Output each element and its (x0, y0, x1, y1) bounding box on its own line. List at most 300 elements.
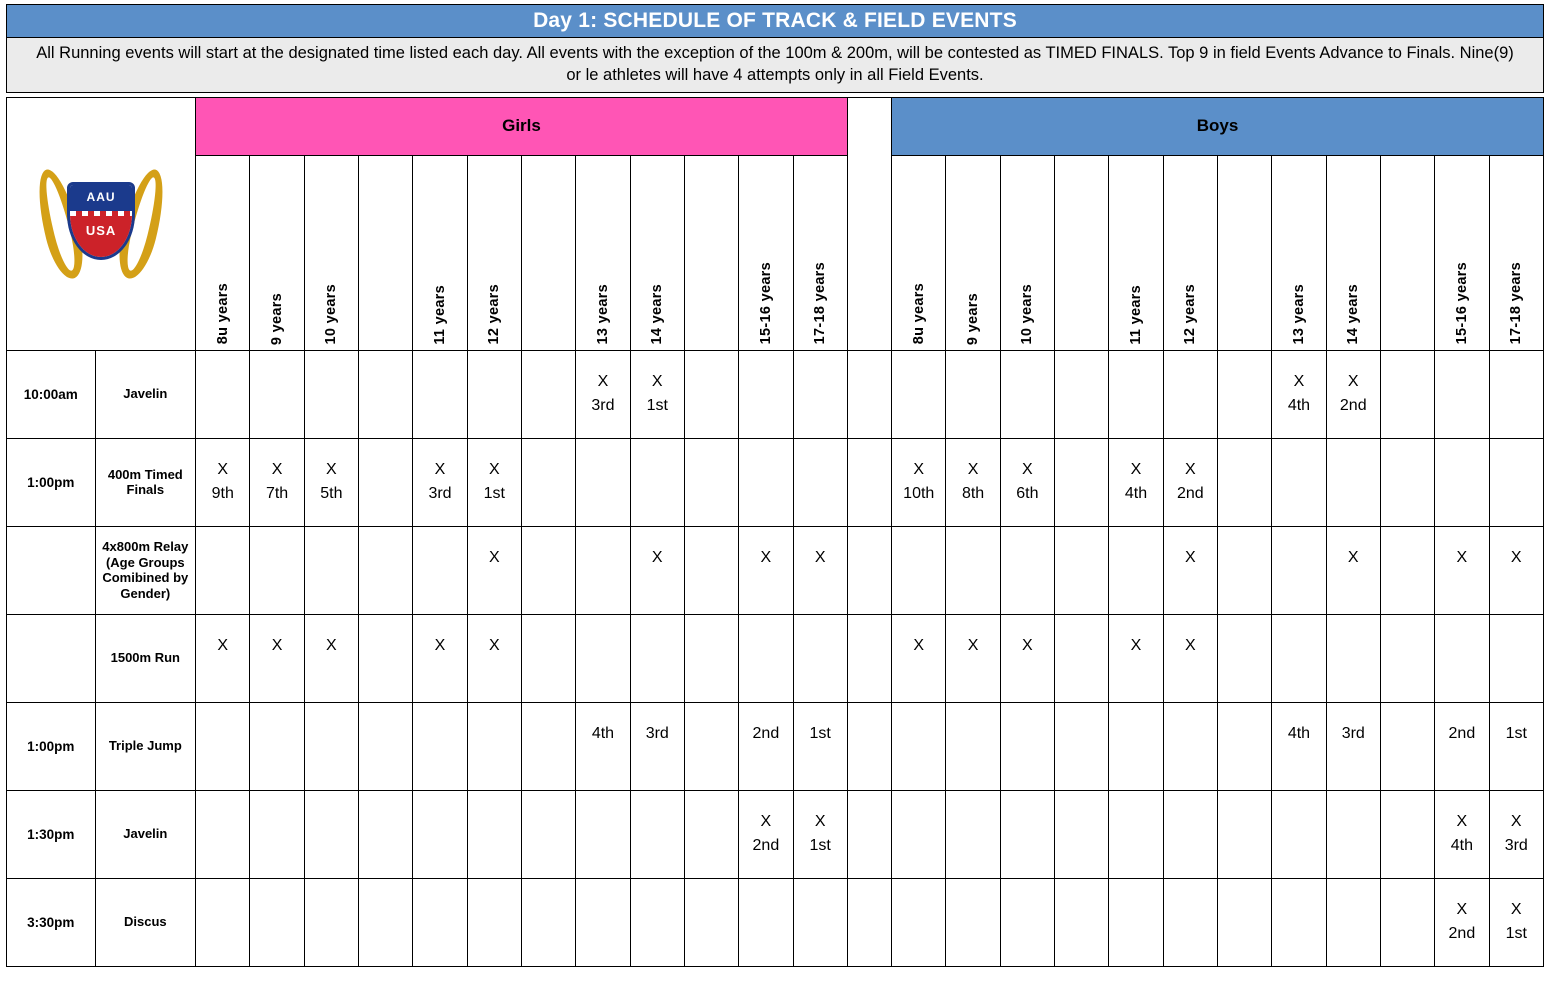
result-cell (1326, 350, 1380, 438)
result-cell (1055, 702, 1109, 790)
result-cell (521, 614, 575, 702)
table-row (7, 702, 1544, 790)
mark-primary (1272, 634, 1325, 658)
mark-secondary (892, 658, 945, 682)
result-cell (892, 350, 946, 438)
result-cell (946, 614, 1000, 702)
mark-secondary (305, 922, 358, 946)
mark-secondary (1055, 482, 1108, 506)
mark-secondary: 4th (1287, 397, 1311, 415)
result-cell (1000, 526, 1054, 614)
mark-secondary: 3rd (1504, 837, 1528, 855)
result-cell (576, 526, 630, 614)
event-time: 10:00am (7, 350, 96, 438)
result-cell (946, 526, 1000, 614)
mark-primary (305, 898, 358, 922)
mark-primary (946, 370, 999, 394)
mark-primary (250, 722, 303, 746)
mark-secondary (196, 658, 249, 682)
mark-secondary: 2nd (752, 837, 780, 855)
mark-secondary: 5th (320, 485, 343, 503)
mark-secondary (1055, 922, 1108, 946)
result-cell (684, 878, 738, 966)
age-label: 12 years (1182, 284, 1199, 345)
age-label: 14 years (1345, 284, 1362, 345)
age-column-header-boys-1 (946, 155, 1000, 350)
mark-secondary (413, 834, 466, 858)
mark-secondary (1109, 834, 1162, 858)
result-cell (1163, 702, 1217, 790)
mark-secondary (1381, 394, 1434, 418)
event-time: 3:30pm (7, 878, 96, 966)
mark-primary (522, 634, 575, 658)
mark-primary (1435, 458, 1488, 482)
result-cell (739, 790, 793, 878)
mark-secondary (631, 482, 684, 506)
mark-secondary (1001, 658, 1054, 682)
mark-secondary (196, 922, 249, 946)
mark-secondary (794, 658, 847, 682)
result-cell (359, 790, 413, 878)
result-cell (1000, 878, 1054, 966)
result-cell (467, 350, 521, 438)
mark-secondary (468, 570, 521, 594)
event-time: 1:30pm (7, 790, 96, 878)
mark-primary (739, 370, 792, 394)
mark-primary (576, 458, 629, 482)
result-cell (250, 526, 304, 614)
mark-secondary (631, 570, 684, 594)
age-label: 15-16 years (757, 262, 774, 345)
result-cell (1217, 702, 1271, 790)
result-cell (359, 526, 413, 614)
mark-primary (522, 898, 575, 922)
mark-primary: X (1184, 461, 1196, 479)
result-cell (739, 702, 793, 790)
mark-primary: X (1130, 461, 1142, 479)
result-cell (413, 790, 467, 878)
table-body (7, 350, 1544, 966)
mark-primary (1109, 546, 1162, 570)
mark-secondary (892, 922, 945, 946)
mark-primary: X (488, 549, 500, 567)
mark-primary: X (967, 461, 979, 479)
mark-primary (1272, 458, 1325, 482)
result-cell (521, 790, 575, 878)
event-time (7, 614, 96, 702)
age-column-header-girls-3 (359, 155, 413, 350)
mark-secondary (1001, 746, 1054, 770)
mark-secondary (1218, 658, 1271, 682)
mark-primary (1381, 722, 1434, 746)
group-separator (847, 97, 891, 350)
mark-secondary (1218, 834, 1271, 858)
mark-secondary (685, 482, 738, 506)
mark-secondary (631, 746, 684, 770)
mark-secondary (1490, 394, 1543, 418)
mark-secondary (892, 834, 945, 858)
result-cell (413, 526, 467, 614)
mark-secondary (576, 570, 629, 594)
mark-secondary (1218, 746, 1271, 770)
mark-secondary (1164, 834, 1217, 858)
mark-primary (1055, 634, 1108, 658)
mark-primary: X (1510, 901, 1522, 919)
result-cell (1272, 526, 1326, 614)
result-cell (1055, 878, 1109, 966)
mark-secondary: 1st (483, 485, 505, 503)
mark-primary: X (967, 637, 979, 655)
result-cell (892, 438, 946, 526)
mark-secondary: 2nd (1176, 485, 1204, 503)
mark-secondary (305, 658, 358, 682)
result-cell (1163, 526, 1217, 614)
result-cell (1000, 614, 1054, 702)
mark-secondary (794, 394, 847, 418)
mark-primary: X (326, 637, 337, 655)
result-cell (521, 438, 575, 526)
result-cell (793, 702, 847, 790)
mark-secondary (946, 922, 999, 946)
table-row (7, 350, 1544, 438)
age-label: 9 years (269, 292, 286, 345)
result-cell (793, 438, 847, 526)
result-cell (304, 702, 358, 790)
mark-primary: X (1456, 549, 1468, 567)
mark-primary (305, 546, 358, 570)
result-cell (1217, 790, 1271, 878)
mark-secondary (305, 394, 358, 418)
event-time: 1:00pm (7, 438, 96, 526)
mark-secondary: 8th (961, 485, 985, 503)
mark-secondary (739, 922, 792, 946)
result-cell (1109, 878, 1163, 966)
mark-primary (576, 810, 629, 834)
mark-primary: X (1347, 549, 1359, 567)
mark-secondary (1055, 658, 1108, 682)
result-cell (684, 438, 738, 526)
mark-secondary (1109, 922, 1162, 946)
result-cell (1109, 438, 1163, 526)
mark-primary: X (1130, 637, 1142, 655)
mark-secondary (522, 658, 575, 682)
result-cell (1272, 702, 1326, 790)
mark-secondary (1435, 482, 1488, 506)
mark-secondary (413, 922, 466, 946)
result-cell (1380, 438, 1434, 526)
result-cell (250, 702, 304, 790)
mark-primary (1218, 458, 1271, 482)
age-label: 10 years (1019, 284, 1036, 345)
mark-secondary (946, 746, 999, 770)
mark-primary: X (271, 461, 283, 479)
event-name: 4x800m Relay (Age Groups Comibined by Gender) (95, 526, 196, 614)
age-label: 15-16 years (1453, 262, 1470, 345)
result-cell (1000, 790, 1054, 878)
mark-secondary (892, 746, 945, 770)
mark-secondary (576, 746, 629, 770)
result-cell (793, 790, 847, 878)
result-cell (576, 878, 630, 966)
result-cell (892, 790, 946, 878)
mark-primary: X (217, 637, 229, 655)
result-cell (1217, 350, 1271, 438)
mark-secondary (794, 570, 847, 594)
age-column-header-boys-4 (1109, 155, 1163, 350)
result-cell (1435, 702, 1489, 790)
mark-secondary: 10th (903, 485, 935, 503)
mark-primary (1490, 634, 1543, 658)
girls-group-header: Girls (196, 97, 848, 155)
mark-primary (1164, 722, 1217, 746)
mark-primary (1381, 370, 1434, 394)
mark-primary: X (1347, 373, 1359, 391)
table-row (7, 878, 1544, 966)
mark-primary (522, 722, 575, 746)
mark-secondary (1435, 570, 1488, 594)
mark-primary (196, 546, 249, 570)
mark-secondary (1381, 746, 1434, 770)
mark-primary: X (814, 549, 826, 567)
mark-primary (685, 810, 738, 834)
mark-primary (1327, 634, 1380, 658)
mark-primary (1055, 722, 1108, 746)
mark-secondary (1327, 570, 1380, 594)
mark-primary: X (1184, 637, 1196, 655)
mark-primary (1218, 546, 1271, 570)
mark-primary (1218, 370, 1271, 394)
result-cell (250, 614, 304, 702)
mark-secondary (1001, 834, 1054, 858)
result-cell (250, 350, 304, 438)
age-label: 17-18 years (1508, 262, 1525, 345)
mark-primary (1381, 634, 1434, 658)
result-cell (946, 790, 1000, 878)
mark-primary: X (760, 549, 772, 567)
mark-secondary (1164, 394, 1217, 418)
mark-secondary (739, 658, 792, 682)
result-cell (1272, 614, 1326, 702)
mark-primary (1218, 898, 1271, 922)
mark-primary (1381, 810, 1434, 834)
age-column-header-girls-6 (521, 155, 575, 350)
result-cell (1109, 526, 1163, 614)
mark-primary (1327, 810, 1380, 834)
result-cell (576, 614, 630, 702)
mark-primary: X (1184, 549, 1196, 567)
mark-primary (1327, 458, 1380, 482)
mark-secondary (739, 746, 792, 770)
mark-primary (1435, 634, 1488, 658)
mark-secondary (1164, 658, 1217, 682)
mark-secondary (685, 570, 738, 594)
mark-primary (685, 458, 738, 482)
mark-primary (794, 458, 847, 482)
mark-primary (576, 898, 629, 922)
result-cell (739, 526, 793, 614)
age-label: 8u years (214, 283, 231, 345)
mark-primary (1164, 370, 1217, 394)
result-cell (1489, 702, 1543, 790)
result-cell (304, 614, 358, 702)
event-name: Triple Jump (95, 702, 196, 790)
mark-primary: X (1293, 373, 1305, 391)
mark-primary (631, 810, 684, 834)
mark-primary: X (1510, 549, 1522, 567)
result-cell (1489, 438, 1543, 526)
mark-primary (1001, 546, 1054, 570)
mark-secondary (892, 394, 945, 418)
mark-secondary: 1st (1505, 925, 1527, 943)
result-cell (304, 350, 358, 438)
mark-primary: 3rd (645, 725, 669, 743)
mark-secondary (685, 746, 738, 770)
mark-secondary: 2nd (1339, 397, 1367, 415)
mark-secondary (413, 394, 466, 418)
mark-primary (892, 722, 945, 746)
result-cell (739, 350, 793, 438)
mark-secondary (946, 658, 999, 682)
mark-primary (794, 898, 847, 922)
result-cell (892, 614, 946, 702)
result-cell (1380, 702, 1434, 790)
result-cell (1000, 350, 1054, 438)
mark-secondary: 9th (211, 485, 234, 503)
age-column-header-girls-0 (196, 155, 250, 350)
mark-primary (946, 810, 999, 834)
result-cell (1272, 350, 1326, 438)
schedule-note: All Running events will start at the designated time listed each day. All events with the exception of the 100m & 200m, will be contested as TIMED FINALS. Top 9 in field Events Advance to Finals. Nine(9) or le athletes will have 4 attempts only in all Field Events. (6, 38, 1544, 93)
result-cell (196, 878, 250, 966)
mark-secondary (250, 834, 303, 858)
mark-secondary (1164, 746, 1217, 770)
result-cell (793, 878, 847, 966)
mark-secondary (892, 570, 945, 594)
mark-primary (1490, 458, 1543, 482)
group-separator-cell (847, 702, 891, 790)
result-cell (250, 438, 304, 526)
result-cell (630, 614, 684, 702)
result-cell (793, 526, 847, 614)
mark-primary (1218, 722, 1271, 746)
result-cell (1000, 438, 1054, 526)
group-separator-cell (847, 350, 891, 438)
mark-primary: 1st (809, 725, 831, 743)
result-cell (1272, 878, 1326, 966)
result-cell (1217, 526, 1271, 614)
mark-secondary (739, 482, 792, 506)
mark-secondary (1109, 570, 1162, 594)
mark-secondary (1272, 746, 1325, 770)
mark-primary: 4th (591, 725, 615, 743)
mark-secondary (522, 394, 575, 418)
mark-primary (946, 722, 999, 746)
mark-primary (892, 546, 945, 570)
mark-secondary (1055, 394, 1108, 418)
result-cell (304, 438, 358, 526)
result-cell (250, 878, 304, 966)
mark-secondary (1435, 658, 1488, 682)
result-cell (1326, 702, 1380, 790)
mark-primary (576, 546, 629, 570)
age-label: 13 years (594, 284, 611, 345)
result-cell (630, 702, 684, 790)
age-label: 10 years (323, 284, 340, 345)
result-cell (359, 878, 413, 966)
mark-secondary (1109, 658, 1162, 682)
result-cell (196, 438, 250, 526)
result-cell (630, 878, 684, 966)
mark-primary (685, 634, 738, 658)
result-cell (1380, 614, 1434, 702)
result-cell (684, 790, 738, 878)
mark-secondary: 4th (1450, 837, 1473, 855)
mark-secondary (576, 922, 629, 946)
mark-secondary (359, 482, 412, 506)
mark-primary (468, 810, 521, 834)
mark-secondary (794, 746, 847, 770)
mark-secondary (1490, 658, 1543, 682)
mark-secondary (250, 658, 303, 682)
age-label: 14 years (649, 284, 666, 345)
result-cell (684, 526, 738, 614)
age-column-header-boys-3 (1055, 155, 1109, 350)
mark-secondary (1272, 834, 1325, 858)
mark-primary (946, 898, 999, 922)
result-cell (1109, 790, 1163, 878)
mark-primary (892, 810, 945, 834)
mark-primary (413, 810, 466, 834)
mark-secondary (739, 570, 792, 594)
mark-secondary (1327, 482, 1380, 506)
age-label: 13 years (1290, 284, 1307, 345)
mark-secondary (1055, 570, 1108, 594)
mark-secondary (468, 746, 521, 770)
mark-primary: X (488, 461, 500, 479)
mark-primary: 4th (1287, 725, 1311, 743)
result-cell (467, 438, 521, 526)
mark-secondary (1272, 570, 1325, 594)
result-cell (739, 614, 793, 702)
result-cell (684, 702, 738, 790)
result-cell (1055, 614, 1109, 702)
logo-bottom-text: USA (70, 211, 132, 260)
mark-primary (685, 370, 738, 394)
result-cell (413, 614, 467, 702)
mark-secondary (1109, 746, 1162, 770)
mark-secondary (631, 658, 684, 682)
mark-secondary (250, 394, 303, 418)
mark-primary (196, 810, 249, 834)
mark-primary (413, 722, 466, 746)
mark-primary (1055, 898, 1108, 922)
mark-secondary (794, 922, 847, 946)
mark-primary (305, 370, 358, 394)
mark-secondary (576, 834, 629, 858)
group-separator-cell (847, 526, 891, 614)
mark-secondary (196, 570, 249, 594)
mark-primary (1381, 458, 1434, 482)
mark-primary (1055, 546, 1108, 570)
mark-secondary (359, 570, 412, 594)
result-cell (1489, 878, 1543, 966)
mark-secondary: 4th (1124, 485, 1148, 503)
mark-primary (1109, 370, 1162, 394)
mark-primary (1109, 810, 1162, 834)
mark-secondary (305, 746, 358, 770)
mark-primary (1490, 370, 1543, 394)
mark-primary (1164, 898, 1217, 922)
